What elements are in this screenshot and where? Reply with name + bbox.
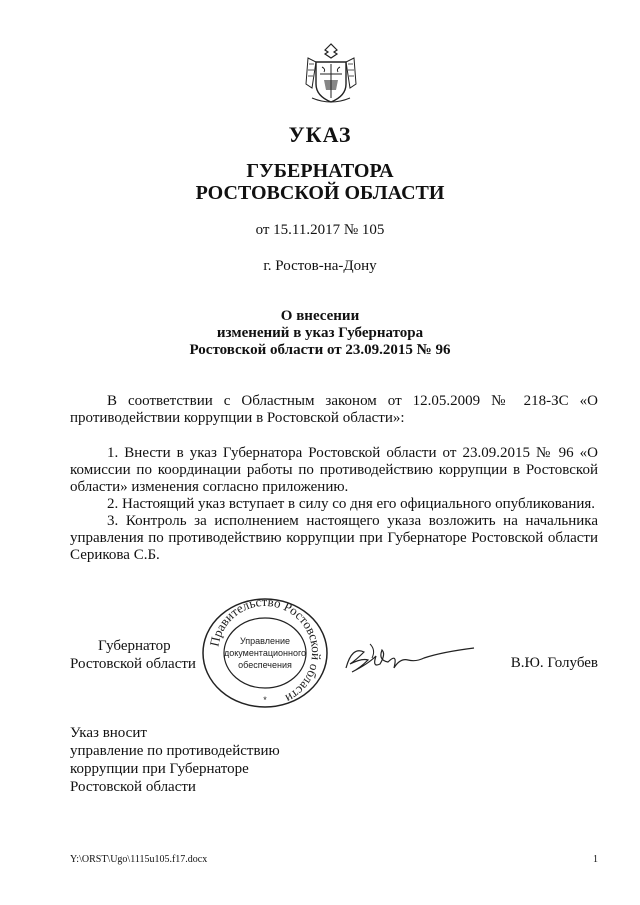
submitted-by-note bbox=[70, 724, 280, 796]
submitted-by-line-1: Указ вносит bbox=[70, 725, 147, 741]
file-path-footer: Y:\ORST\Ugo\1115u105.f17.docx bbox=[70, 854, 208, 865]
authority-line-2: РОСТОВСКОЙ ОБЛАСТИ bbox=[195, 182, 445, 204]
authority-line-1: ГУБЕРНАТОРА bbox=[246, 160, 394, 182]
decree-point-2: 2. Настоящий указ вступает в силу со дня его официального опубликования. bbox=[107, 496, 596, 512]
decree-subject bbox=[0, 308, 640, 359]
stamp-ring-path: Правительство Ростовской области bbox=[206, 597, 325, 707]
subject-line-2: изменений в указ Губернатора bbox=[216, 325, 424, 341]
signatory-position bbox=[70, 637, 196, 673]
subject-line-1: О внесении bbox=[280, 308, 360, 324]
decree-point-3: 3. Контроль за исполнением настоящего указа возложить на начальника управления по противодействию коррупции при Губернаторе Ростовской области Серикова С.Б. bbox=[70, 513, 598, 563]
signatory-position-line-1: Губернатор bbox=[98, 638, 171, 654]
issuing-authority bbox=[0, 160, 640, 204]
stamp-inner-line-3: обеспечения bbox=[238, 660, 292, 670]
submitted-by-line-4: Ростовской области bbox=[70, 779, 196, 795]
decree-date-number: от 15.11.2017 № 105 bbox=[255, 222, 385, 238]
stamp-star: * bbox=[263, 695, 267, 705]
stamp-inner-line-1: Управление bbox=[239, 636, 291, 646]
stamp-inner-line-2: документационного bbox=[223, 648, 307, 658]
submitted-by-line-2: управление по противодействию bbox=[70, 743, 280, 759]
page-number: 1 bbox=[593, 854, 598, 865]
signatory-name: В.Ю. Голубев bbox=[510, 655, 598, 671]
decree-point-1: 1. Внести в указ Губернатора Ростовской области от 23.09.2015 № 96 «О комиссии по координации работы по противодействию коррупции в Ростовской области» изменения согласно приложению. bbox=[70, 445, 598, 495]
subject-line-3: Ростовской области от 23.09.2015 № 96 bbox=[189, 342, 451, 358]
document-type-title: УКАЗ bbox=[288, 122, 352, 147]
submitted-by-line-3: коррупции при Губернаторе bbox=[70, 761, 249, 777]
coat-of-arms-icon bbox=[298, 40, 364, 106]
decree-points bbox=[70, 445, 598, 564]
preamble-paragraph: В соответствии с Областным законом от 12.05.2009 № 218-ЗС «О противодействии коррупции в Ростовской области»: bbox=[70, 393, 598, 426]
signatory-position-line-2: Ростовской области bbox=[70, 656, 196, 672]
issue-place: г. Ростов-на-Дону bbox=[263, 258, 377, 274]
handwritten-signature-icon bbox=[342, 638, 477, 678]
government-seal-icon bbox=[200, 597, 330, 709]
